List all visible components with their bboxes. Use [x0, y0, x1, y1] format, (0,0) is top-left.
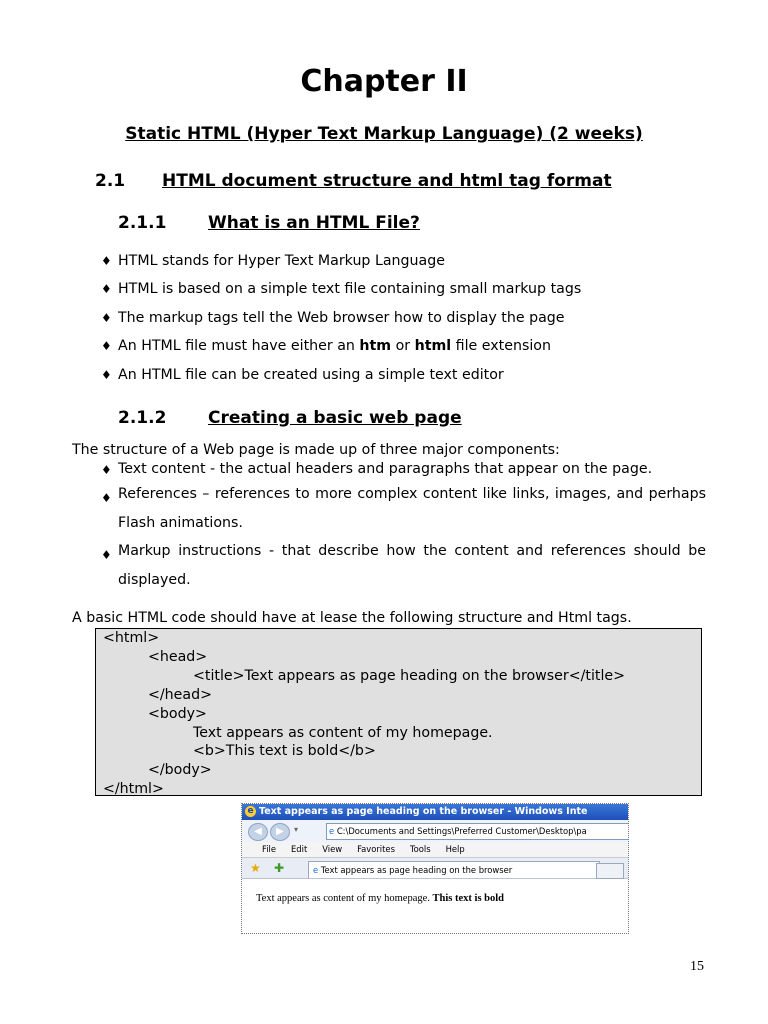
list-item: ♦ HTML stands for Hyper Text Markup Language	[101, 253, 445, 269]
list-item: ♦ Markup instructions - that describe how the content and references should be displayed.	[101, 543, 706, 588]
back-icon[interactable]: ◀	[248, 823, 268, 841]
menu-item-file[interactable]: File	[262, 844, 277, 854]
page-number: 15	[690, 959, 704, 974]
diamond-bullet-icon: ♦	[101, 463, 112, 477]
diamond-bullet-icon: ♦	[101, 310, 112, 325]
favorites-star-icon[interactable]: ★	[250, 861, 261, 875]
code-line: <body>	[148, 705, 207, 722]
list-item: ♦ Text content - the actual headers and paragraphs that appear on the page.	[101, 459, 706, 480]
web-page-components-list	[101, 459, 706, 594]
html-file-facts-list	[101, 251, 706, 393]
forward-icon[interactable]: ▶	[270, 823, 290, 841]
intro-paragraph: The structure of a Web page is made up of three major components:	[72, 442, 560, 458]
code-line: <title>Text appears as page heading on the browser</title>	[193, 667, 626, 684]
code-line: <html>	[103, 630, 160, 646]
section-number: 2.1	[95, 171, 126, 191]
subsection-number: 2.1.1	[118, 213, 167, 233]
code-intro-paragraph: A basic HTML code should have at lease the following structure and Html tags.	[72, 610, 632, 626]
diamond-bullet-icon: ♦	[101, 491, 112, 505]
browser-tab[interactable]: e Text appears as page heading on the browser	[308, 861, 600, 878]
add-favorite-icon[interactable]: ✚	[274, 861, 285, 875]
menu-item-help[interactable]: Help	[445, 844, 465, 854]
diamond-bullet-icon: ♦	[101, 367, 112, 382]
ie-logo-icon: e	[313, 865, 321, 875]
list-item: ♦ HTML is based on a simple text file containing small markup tags	[101, 281, 582, 298]
ie-logo-icon: e	[245, 806, 256, 817]
ie-logo-icon: e	[329, 826, 337, 836]
code-line: </html>	[103, 781, 164, 798]
section-heading	[95, 171, 612, 191]
address-bar[interactable]: e C:\Documents and Settings\Preferred Customer\Desktop\pa	[326, 823, 629, 840]
code-line: <b>This text is bold</b>	[193, 743, 376, 760]
subsection-title: Creating a basic web page	[208, 408, 462, 428]
diamond-bullet-icon: ♦	[101, 339, 112, 354]
code-line: </body>	[148, 762, 212, 779]
menu-item-favorites[interactable]: Favorites	[357, 844, 395, 854]
new-tab-button[interactable]	[596, 863, 624, 879]
code-line: <head>	[148, 648, 208, 665]
browser-menu-bar	[242, 842, 628, 858]
menu-item-edit[interactable]: Edit	[291, 844, 308, 854]
subsection-title: What is an HTML File?	[208, 213, 420, 233]
code-line: Text appears as content of my homepage.	[193, 724, 493, 741]
chevron-down-icon[interactable]: ▾	[294, 825, 299, 834]
diamond-bullet-icon: ♦	[101, 282, 112, 297]
chapter-subtitle: Static HTML (Hyper Text Markup Language) (2 weeks)	[125, 124, 643, 144]
code-block	[95, 628, 702, 796]
diamond-bullet-icon: ♦	[101, 548, 112, 562]
browser-content: Text appears as content of my homepage. This text is bold	[256, 893, 505, 904]
section-title: HTML document structure and html tag format	[162, 171, 612, 191]
list-item: ♦ References – references to more complex content like links, images, and perhaps Flash animations.	[101, 486, 706, 531]
subsection-heading-1	[118, 213, 420, 233]
browser-tab-bar	[242, 858, 628, 879]
chapter-title: Chapter II	[300, 64, 468, 99]
menu-item-view[interactable]: View	[322, 844, 343, 854]
browser-titlebar: e Text appears as page heading on the browser - Windows Inte	[242, 804, 628, 820]
list-item: ♦ The markup tags tell the Web browser how to display the page	[101, 309, 565, 326]
code-line: </head>	[148, 686, 212, 703]
subsection-heading-2	[118, 408, 462, 428]
subsection-number: 2.1.2	[118, 408, 167, 428]
menu-item-tools[interactable]: Tools	[409, 844, 431, 854]
browser-nav-bar	[242, 820, 628, 842]
diamond-bullet-icon: ♦	[101, 254, 112, 268]
list-item: ♦ An HTML file must have either an htm or html file extension	[101, 338, 551, 355]
browser-screenshot	[241, 803, 629, 934]
list-item: ♦ An HTML file can be created using a simple text editor	[101, 366, 504, 383]
